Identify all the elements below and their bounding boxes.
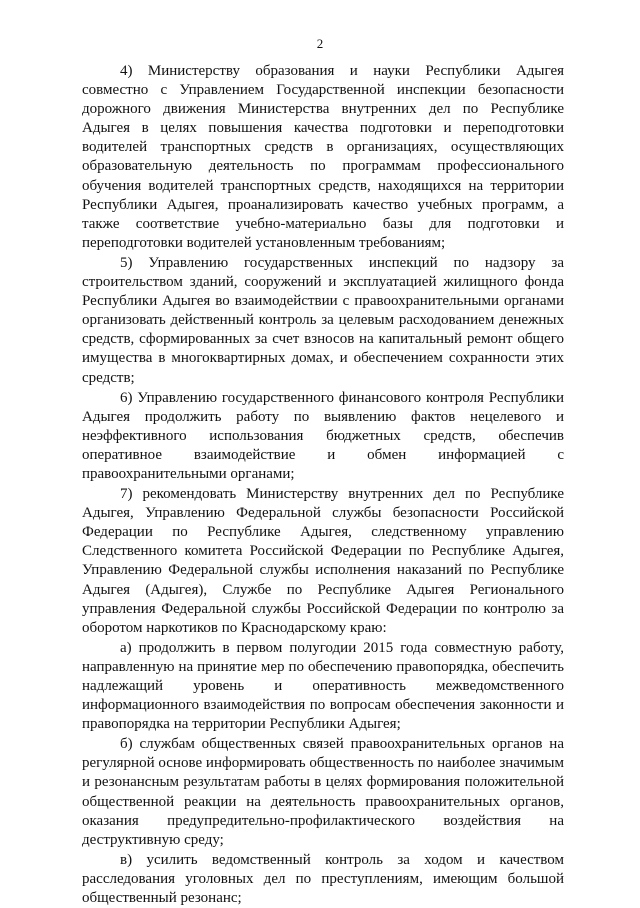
page-number: 2 (316, 36, 324, 51)
paragraph-item-6: 6) Управлению государственного финансового контроля Республики Адыгея продолжить работу по выявлению фактов нецелевого и неэффективного использования бюджетных средств, обеспечив оперативное взаимодействие и обмен информацией с правоохранительными органами; (82, 389, 564, 482)
paragraph-item-5: 5) Управлению государственных инспекций по надзору за строительством зданий, сооружений и эксплуатацией жилищного фонда Республики Адыгея во взаимодействии с правоохранительными органами организовать действенный контроль за целевым расходованием денежных средств, сформированных за счет взносов на капитальный ремонт общего имущества в многоквартирных домах, и обеспечением сохранности этих средств; (82, 254, 564, 386)
document-body (82, 62, 564, 908)
paragraph-subitem-b: б) службам общественных связей правоохранительных органов на регулярной основе информировать общественность по наиболее значимым и резонансным результатам работы в целях формирования положительной общественной реакции на деятельность правоохранительных органов, оказания предупредительно-профилактического воздействия на деструктивную среду; (82, 736, 564, 848)
paragraph-item-4: 4) Министерству образования и науки Республики Адыгея совместно с Управлением Государственной инспекции безопасности дорожного движения Министерства внутренних дел по Республике Адыгея в целях повышения качества подготовки и переподготовки водителей транспортных средств в организациях, осуществляющих образовательную деятельность по программам профессионального обучения водителей транспортных средств, находящихся на территории Республики Адыгея, проанализировать качество учебных программ, а также соответствие учебно-материально базы для подготовки и переподготовки водителей установленным требованиям; (82, 63, 564, 251)
paragraph-item-7: 7) рекомендовать Министерству внутренних дел по Республике Адыгея, Управлению Федеральной службы безопасности Российской Федерации по Республике Адыгея, следственному управлению Следственного комитета Российской Федерации по Республике Адыгея, Управлению Федеральной службы исполнения наказаний по Республике Адыгея (Адыгея), Службе по Республике Адыгея Регионального управления Федеральной службы Российской Федерации по контролю за оборотом наркотиков по Краснодарскому краю: (82, 486, 564, 636)
paragraph-subitem-v: в) усилить ведомственный контроль за ходом и качеством расследования уголовных дел по преступлениям, имеющим большой общественный резонанс; (82, 851, 564, 907)
paragraph-subitem-a: а) продолжить в первом полугодии 2015 года совместную работу, направленную на принятие мер по обеспечению правопорядка, обеспечить надлежащий уровень и оперативность межведомственного информационного взаимодействия по вопросам обеспечения законности и правопорядка на территории Республики Адыгея; (82, 639, 564, 733)
